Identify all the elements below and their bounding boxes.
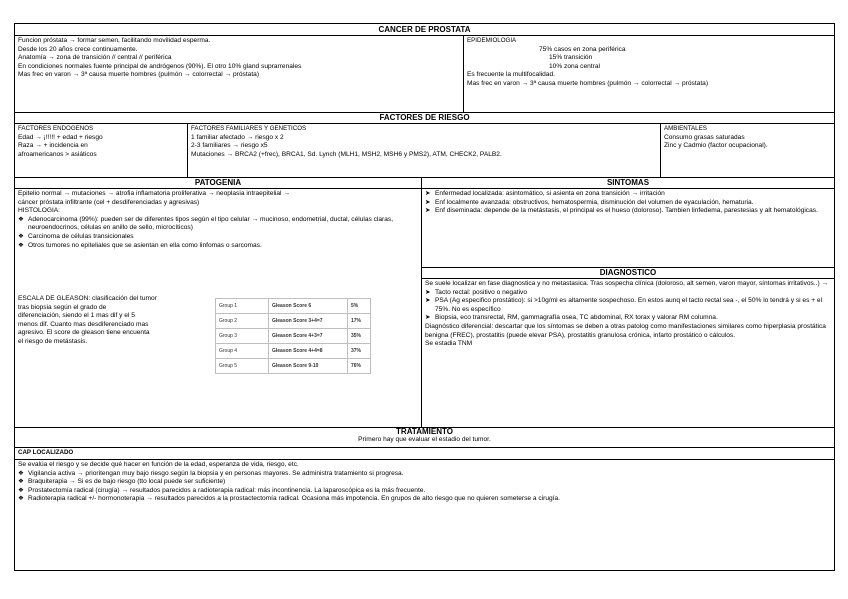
- gleason-row: Group 4 Gleason Score 4+4=8 37%: [216, 344, 371, 359]
- endogenos-line: Edad → ¡!!!!! + edad + riesgo: [18, 133, 103, 141]
- document-page: [14, 23, 835, 571]
- arrow-bullet-icon: ➤: [425, 288, 431, 296]
- diagnostico-title: DIAGNOSTICO: [599, 268, 657, 277]
- gleason-table: [215, 298, 371, 374]
- intro-text: [18, 37, 458, 80]
- diamond-bullet-icon: ❖: [18, 241, 24, 249]
- epi-line: 15% transición: [549, 54, 593, 62]
- diagnostico-diferencial: Diagnóstico diferencial: descartar que los síntomas se deben a otras patolog como manifestaciones similares como hiperplasia prostática benigna (FREC), prostatitis (puede elevar PSA), prostatitis granulosa crónica, infarto prostático o cálculos.: [425, 322, 826, 339]
- sintoma-item: ➤ Enf localmente avanzada: obstructivos, hematospermia, disminución del volumen de eyaculación, hematuria.: [425, 198, 754, 206]
- epi-line: Mas frec en varon → 3ª causa muerte hombres (pulmón → colorrectal → próstata): [467, 79, 709, 87]
- gleason-row: Group 1 Gleason Score 6 5%: [216, 299, 371, 314]
- gleason-row: Group 3 Gleason Score 4+3=7 35%: [216, 329, 371, 344]
- arrow-bullet-icon: ➤: [425, 297, 431, 305]
- patogenia-title: PATOGENIA: [194, 178, 242, 187]
- cap-localizado-title: CAP LOCALIZADO: [18, 449, 74, 456]
- intro-line: En condiciones normales fuente principal de andrógenos (90%). El otro 10% gland suprarrenales: [18, 62, 302, 70]
- tratamiento-item: ❖ Prostatectomía radical (cirugía) → resultados parecidos a radioterapia radical: más incontinencia. La laparoscópica es la más frecuente.: [18, 486, 426, 494]
- sintoma-item: ➤ Enf diseminada: depende de la metástasis, el principal es el hueso (doloroso). Tambien linfedema, parestesias y alt hematológicas.: [425, 207, 818, 215]
- gleason-line: ESCALA DE GLEASON: clasificación del tumor: [18, 295, 157, 302]
- diagnostico-item: ➤ PSA (Ag especifico prostático): si >10g/ml es altamente sospechoso. En estos aunq el tacto rectal sea -, el 50% lo tendrá y si es + el 75%. No es específico: [425, 297, 823, 313]
- tratamiento-text: [18, 461, 832, 504]
- gleason-text: [18, 295, 218, 347]
- gleason-line: tras biopsia según el grado de: [18, 303, 107, 311]
- intro-line: Funcion próstata → formar semen, facilitando movilidad esperma.: [18, 37, 211, 44]
- histologia-title: HISTOLOGIA:: [18, 207, 61, 215]
- sintomas-list: [425, 190, 830, 216]
- histologia-item: ❖ Adenocarcinoma (99%): pueden ser de diferentes tipos según el tipo celular → mucinoso, endometrial, ductal, células claras, neuroendocrinos, células en anillo de sello, microcíticos): [18, 215, 394, 232]
- endogenos-line: afroamericanos > asiáticos: [18, 150, 97, 158]
- document-title: CANCER DE PROSTATA: [378, 25, 471, 34]
- gleason-line: agresivo. El score de gleason tiene encuenta: [18, 329, 150, 337]
- histologia-item: ❖ Carcinoma de células transicionales: [18, 232, 134, 240]
- endogenos-line: Raza → + incidencia en: [18, 142, 88, 150]
- diamond-bullet-icon: ❖: [18, 232, 24, 240]
- gleason-line: menos dif. Cuanto mas desdiferenciado mas: [18, 320, 149, 328]
- diagnostico-item: ➤ Biopsia, eco transrectal, RM, gammagrafía osea, TC abdominal, RX torax y valorar RM columna.: [425, 314, 718, 322]
- arrow-bullet-icon: ➤: [425, 207, 431, 215]
- tratamiento-intro: Se evalúa el riesgo y se decide qué hacer en función de la edad, esperanza de vida, riesgo, etc.: [18, 461, 299, 468]
- patogenia-text: [18, 190, 418, 250]
- factores-ambientales: [664, 125, 832, 151]
- tratamiento-item: ❖ Radioterapia radical +/- hormonoterapia → resultados parecidos a la prostactectomía radical. Ocasiona más impotencia. En grupos de alto riesgo que no quieren someterse a cirugía.: [18, 495, 561, 503]
- diagnostico-item: ➤ Tacto rectal: positivo o negativo: [425, 288, 527, 296]
- diagnostico-intro: Se suele localizar en fase diagnostica y no metastasica. Tras sospecha clínica (doloroso, alt semen, varon mayor, síntomas irritativos..) →: [425, 280, 829, 287]
- ambientales-line: Zinc y Cadmio (factor ocupacional).: [664, 142, 768, 150]
- tratamiento-item: ❖ Braquiterapia → Si es de bajo riesgo (tto local puede ser suficiente): [18, 478, 226, 486]
- factores-endogenos: [18, 125, 186, 159]
- gleason-line: el riesgo de metástasis.: [18, 337, 88, 345]
- familiares-title: FACTORES FAMILIARES Y GENETICOS: [191, 125, 307, 132]
- intro-line: Mas frec en varon → 3ª causa muerte hombres (pulmón → colorrectal → próstata): [18, 71, 260, 79]
- tratamiento-title: TRATAMIENTO: [396, 427, 453, 436]
- epidemiologia-title: EPIDEMIOLOGIA: [467, 37, 517, 44]
- diagnostico-tnm: Se estadia TNM: [425, 340, 473, 348]
- diamond-bullet-icon: ❖: [18, 495, 24, 503]
- diamond-bullet-icon: ❖: [18, 469, 24, 477]
- sintomas-title: SINTOMAS: [606, 178, 650, 187]
- ambientales-title: AMBIENTALES: [664, 125, 707, 132]
- factores-familiares: [191, 125, 659, 159]
- familiares-line: Mutaciones → BRCA2 (+frec), BRCA1, Sd. Lynch (MLH1, MSH2, MSH6 y PMS2), ATM, CHECK2, PALB2.: [191, 150, 502, 158]
- patogenia-line: Epitelio normal → mutaciones → atrofia inflamatoria proliferativa → neoplasia intraepitelial →: [18, 190, 290, 197]
- intro-line: Anatomía → zona de transición // central // periférica: [18, 54, 172, 62]
- diagnostico-text: [425, 280, 830, 349]
- histologia-item: ❖ Otros tumores no epiteliales que se asientan en ella como linfomas o sarcomas.: [18, 241, 262, 249]
- diamond-bullet-icon: ❖: [18, 486, 24, 494]
- sintoma-item: ➤ Enfermedad localizada: asintomático, si asienta en zona transición → irritación: [425, 190, 665, 197]
- gleason-line: diferenciación, siendo el 1 mas dif y el 5: [18, 312, 135, 320]
- diamond-bullet-icon: ❖: [18, 215, 24, 223]
- tratamiento-subtitle: Primero hay que evaluar el estadio del tumor.: [358, 436, 491, 443]
- patogenia-line: cáncer próstata infiltrante (cel + desdiferenciadas y agresivas): [18, 198, 200, 206]
- epi-line: 10% zona central: [549, 62, 600, 70]
- ambientales-line: Consumo grasas saturadas: [664, 133, 745, 141]
- arrow-bullet-icon: ➤: [425, 198, 431, 206]
- familiares-line: 2-3 familiares → riesgo x5: [191, 142, 268, 150]
- gleason-row: Group 2 Gleason Score 3+4=7 17%: [216, 314, 371, 329]
- epidemiologia-section: [467, 37, 833, 89]
- arrow-bullet-icon: ➤: [425, 314, 431, 322]
- gleason-row: Group 5 Gleason Score 9-10 76%: [216, 359, 371, 374]
- epi-line: Es frecuente la multifocalidad.: [467, 71, 555, 79]
- arrow-bullet-icon: ➤: [425, 190, 431, 197]
- intro-line: Desde los 20 años crece continuamente.: [18, 45, 138, 53]
- familiares-line: 1 familiar afectado → riesgo x 2: [191, 133, 284, 141]
- diamond-bullet-icon: ❖: [18, 478, 24, 486]
- endogenos-title: FACTORES ENDOGENOS: [18, 125, 94, 132]
- factores-title: FACTORES DE RIESGO: [379, 113, 470, 122]
- epi-line: 75% casos en zona periférica: [539, 45, 626, 53]
- tratamiento-item: ❖ Vigilancia activa → prioritengan muy bajo riesgo según la biopsia y en personas mayores. Se administra tratamiento si progresa.: [18, 469, 404, 477]
